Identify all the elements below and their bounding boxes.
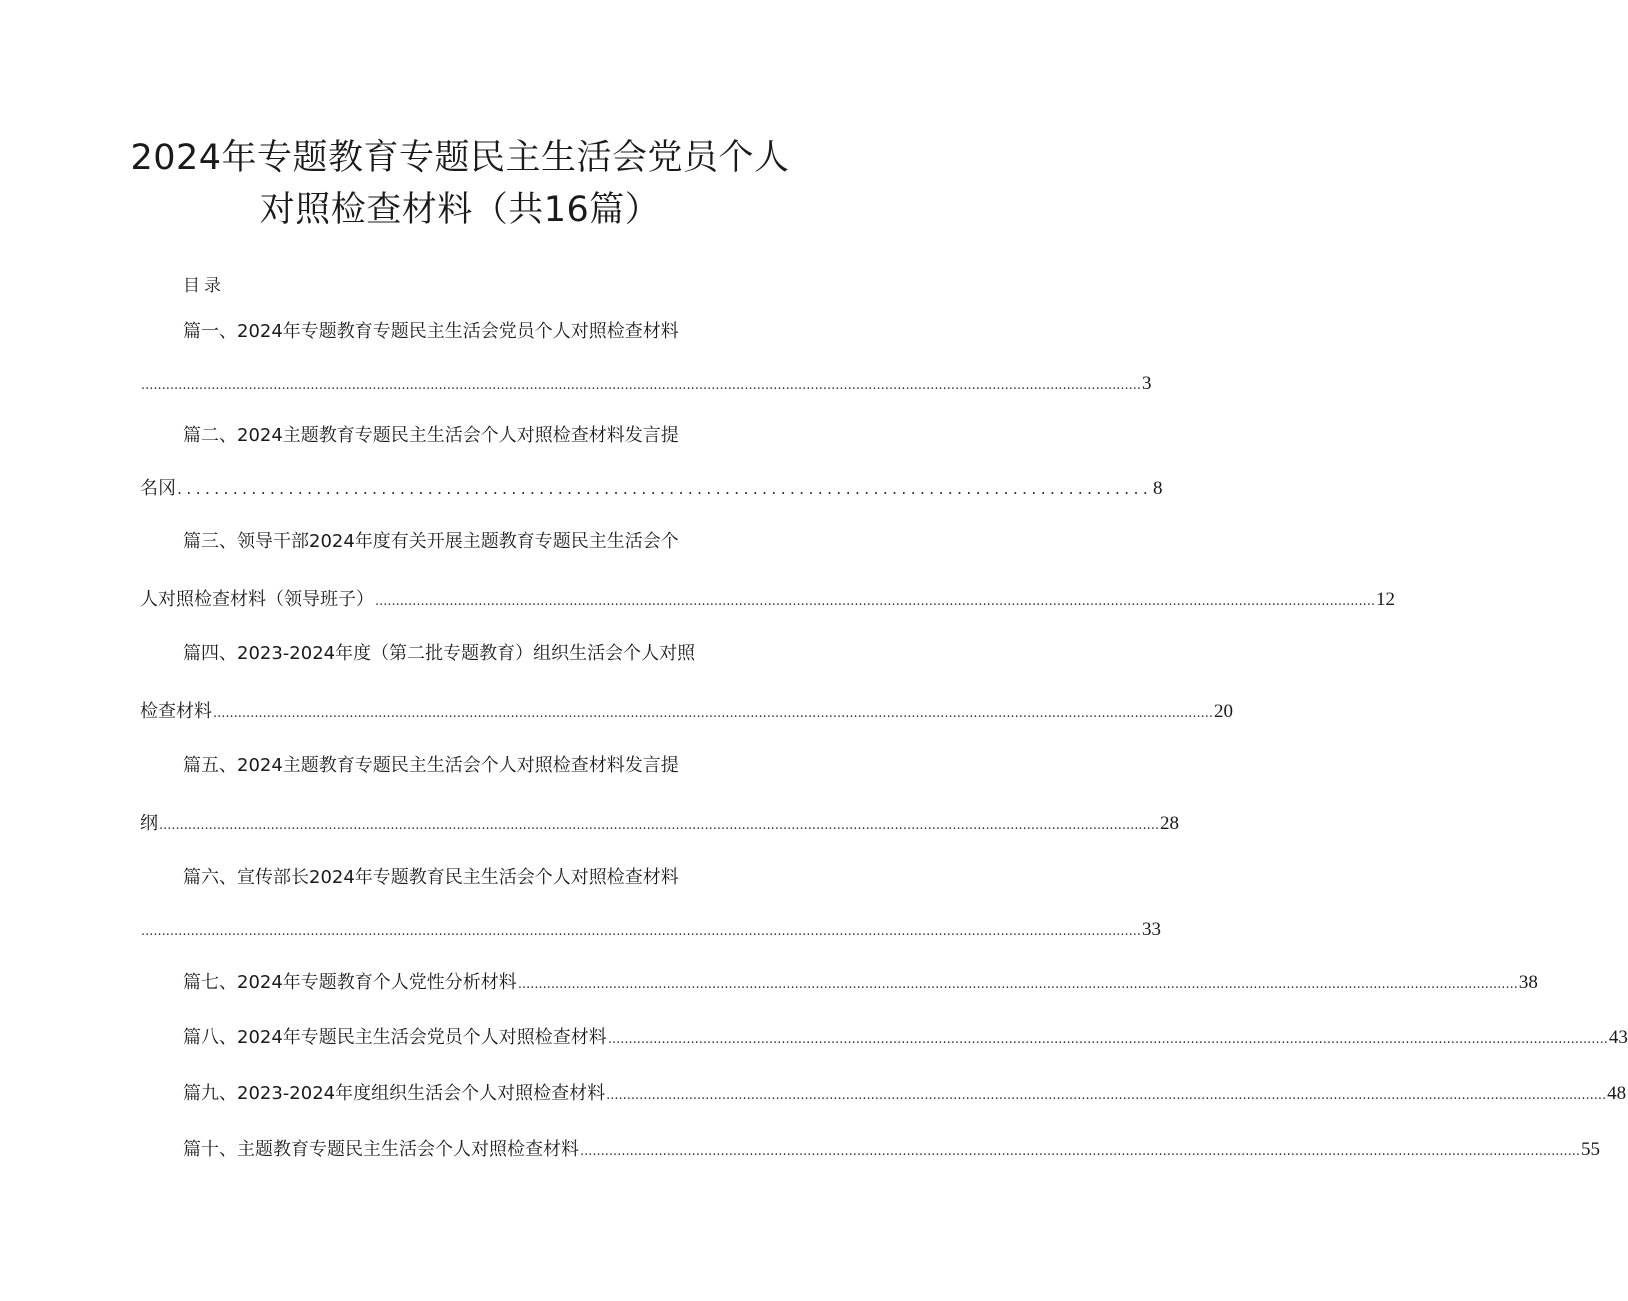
toc-heading: 目录 [183, 276, 225, 296]
toc-entry-4-leader-row[interactable] [140, 701, 1234, 722]
toc-entry-1-leader-row[interactable] [140, 373, 1152, 394]
toc-entry-4-page: 20 [1214, 701, 1234, 722]
toc-entry-2-cont: 名冈 [140, 478, 176, 499]
toc-entry-6-page: 33 [1142, 919, 1162, 940]
toc-entry-2-page: 8 [1153, 478, 1163, 499]
toc-entry-10-page: 55 [1581, 1139, 1601, 1160]
toc-entry-6-dots: .................................................................................................................................................................................................................................................. [141, 924, 1142, 939]
toc-entry-4-dots: .................................................................................................................................................................................................................................................. [213, 706, 1214, 721]
toc-entry-1-title[interactable]: 篇一、2024年专题教育专题民主生活会党员个人对照检查材料 [183, 321, 679, 342]
toc-entry-3-leader-row[interactable] [140, 589, 1396, 610]
toc-entry-8-page: 43 [1608, 1027, 1628, 1048]
toc-entry-8-dots: .................................................................................................................................................................................................................................................. [607, 1032, 1608, 1047]
toc-entry-10-title: 篇十、主题教育专题民主生活会个人对照检查材料 [183, 1139, 579, 1160]
toc-entry-5-title[interactable]: 篇五、2024主题教育专题民主生活会个人对照检查材料发言提 [183, 755, 679, 776]
toc-entry-1-page: 3 [1142, 373, 1152, 394]
toc-entry-10-dots: .................................................................................................................................................................................................................................................. [580, 1144, 1581, 1159]
toc-entry-9-page: 48 [1607, 1083, 1627, 1104]
toc-entry-4-title[interactable]: 篇四、2023-2024年度（第二批专题教育）组织生活会个人对照 [183, 643, 696, 664]
toc-entry-1-dots: .................................................................................................................................................................................................................................................. [141, 378, 1142, 393]
toc-entry-8[interactable] [183, 1027, 1628, 1048]
toc-entry-7-dots: .................................................................................................................................................................................................................................................. [517, 977, 1518, 992]
toc-entry-4-cont: 检查材料 [140, 701, 212, 722]
document-title-line-2: 对照检查材料（共16篇） [259, 190, 661, 230]
toc-entry-7[interactable] [183, 972, 1538, 993]
document-title-line-1: 2024年专题教育专题民主生活会党员个人 [130, 138, 790, 178]
toc-entry-10[interactable] [183, 1139, 1601, 1160]
toc-entry-5-page: 28 [1160, 813, 1180, 834]
toc-entry-6-leader-row[interactable] [140, 919, 1162, 940]
toc-entry-9-title: 篇九、2023-2024年度组织生活会个人对照检查材料 [183, 1083, 606, 1104]
toc-entry-9[interactable] [183, 1083, 1627, 1104]
toc-entry-5-leader-row[interactable] [140, 813, 1180, 834]
toc-entry-2-dots: ......................................................................................................... [177, 479, 1153, 498]
toc-entry-5-dots: .................................................................................................................................................................................................................................................. [159, 818, 1160, 833]
toc-entry-3-dots: .................................................................................................................................................................................................................................................. [375, 594, 1376, 609]
toc-entry-6-title[interactable]: 篇六、宣传部长2024年专题教育民主生活会个人对照检查材料 [183, 867, 679, 888]
toc-entry-5-cont: 纲 [140, 813, 158, 834]
toc-entry-8-title: 篇八、2024年专题民主生活会党员个人对照检查材料 [183, 1027, 607, 1048]
toc-entry-9-dots: .................................................................................................................................................................................................................................................. [606, 1088, 1607, 1103]
toc-entry-2-leader-row[interactable] [140, 478, 1163, 499]
toc-entry-7-page: 38 [1518, 972, 1538, 993]
toc-entry-7-title: 篇七、2024年专题教育个人党性分析材料 [183, 972, 517, 993]
toc-entry-2-title[interactable]: 篇二、2024主题教育专题民主生活会个人对照检查材料发言提 [183, 425, 679, 446]
toc-entry-3-page: 12 [1376, 589, 1396, 610]
toc-entry-3-cont: 人对照检查材料（领导班子） [140, 589, 374, 610]
toc-entry-3-title[interactable]: 篇三、领导干部2024年度有关开展主题教育专题民主生活会个 [183, 531, 679, 552]
